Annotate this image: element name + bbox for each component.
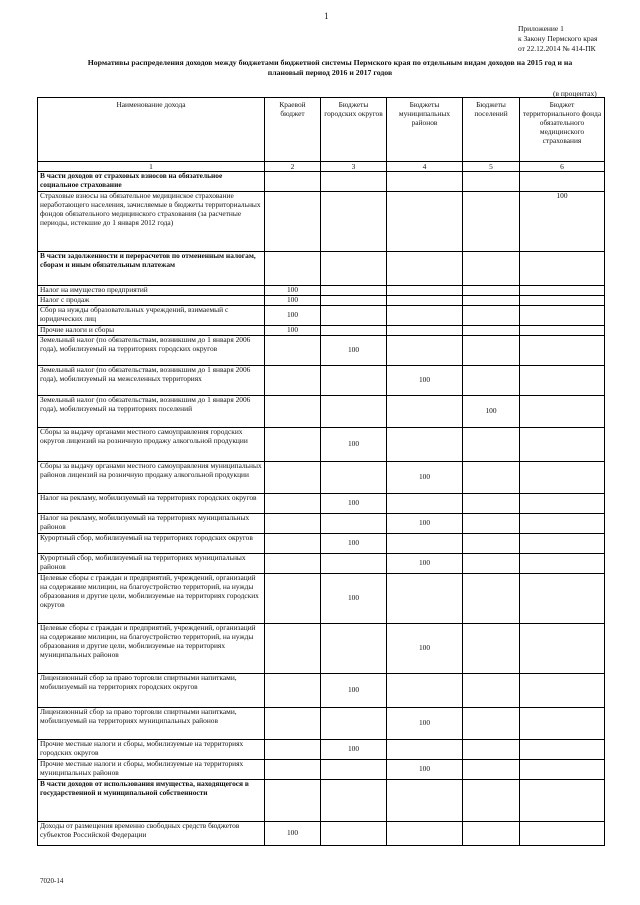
value-cell <box>265 574 321 624</box>
section-title: В части задолженности и перерасчетов по отмененным налогам, сборам и иным обязательным платежам <box>38 252 265 286</box>
value-cell <box>463 192 520 252</box>
revenue-name: Курортный сбор, мобилизуемый на территориях городских округов <box>38 534 265 554</box>
value-cell <box>265 428 321 462</box>
value-cell: 100 <box>387 514 463 534</box>
value-cell <box>463 336 520 366</box>
table-row <box>38 428 605 462</box>
table-row <box>38 740 605 760</box>
revenue-name: Налог на рекламу, мобилизуемый на территориях городских округов <box>38 494 265 514</box>
value-cell <box>463 554 520 574</box>
value-cell <box>387 326 463 336</box>
value-cell <box>520 252 605 286</box>
revenue-name: Прочие налоги и сборы <box>38 326 265 336</box>
value-cell <box>321 822 387 846</box>
revenue-name: Сборы за выдачу органами местного самоуправления городских округов лицензий на розничную продажу алкогольной продукции <box>38 428 265 462</box>
value-cell <box>520 674 605 708</box>
value-cell <box>387 306 463 326</box>
value-cell <box>265 554 321 574</box>
value-cell <box>520 514 605 534</box>
revenue-distribution-table <box>37 97 605 846</box>
column-number: 3 <box>321 162 387 172</box>
revenue-name: Прочие местные налоги и сборы, мобилизуемые на территориях муниципальных районов <box>38 760 265 780</box>
value-cell <box>321 252 387 286</box>
column-number: 5 <box>463 162 520 172</box>
value-cell <box>265 514 321 534</box>
table-row <box>38 286 605 296</box>
revenue-name: Земельный налог (по обязательствам, возникшим до 1 января 2006 года), мобилизуемый на территориях городских округов <box>38 336 265 366</box>
value-cell <box>463 252 520 286</box>
value-cell <box>321 462 387 494</box>
revenue-name: Целевые сборы с граждан и предприятий, учреждений, организаций на содержание милиции, на благоустройство территорий, на нужды образования и другие цели, мобилизуемые на территориях муниципальных районов <box>38 624 265 674</box>
value-cell <box>463 514 520 534</box>
value-cell: 100 <box>387 462 463 494</box>
value-cell <box>520 624 605 674</box>
value-cell <box>265 674 321 708</box>
value-cell <box>387 534 463 554</box>
value-cell <box>265 192 321 252</box>
value-cell <box>387 780 463 822</box>
table-row <box>38 396 605 428</box>
value-cell <box>265 396 321 428</box>
value-cell <box>520 296 605 306</box>
value-cell <box>265 624 321 674</box>
section-title: В части доходов от использования имущества, находящегося в государственной и муниципальной собственности <box>38 780 265 822</box>
value-cell <box>463 760 520 780</box>
value-cell <box>265 336 321 366</box>
column-header: Бюджеты муниципальных районов <box>387 98 463 162</box>
value-cell: 100 <box>265 822 321 846</box>
value-cell: 100 <box>321 494 387 514</box>
value-cell <box>387 494 463 514</box>
revenue-name: Целевые сборы с граждан и предприятий, учреждений, организаций на содержание милиции, на благоустройство территорий, на нужды образования и другие цели, мобилизуемые на территориях городских округов <box>38 574 265 624</box>
value-cell <box>520 760 605 780</box>
revenue-name: Прочие местные налоги и сборы, мобилизуемые на территориях городских округов <box>38 740 265 760</box>
value-cell <box>463 172 520 192</box>
table-row <box>38 192 605 252</box>
table-row <box>38 462 605 494</box>
value-cell <box>520 574 605 624</box>
revenue-name: Курортный сбор, мобилизуемый на территориях муниципальных районов <box>38 554 265 574</box>
value-cell <box>387 674 463 708</box>
column-number: 2 <box>265 162 321 172</box>
value-cell <box>520 494 605 514</box>
table-row <box>38 554 605 574</box>
column-number: 1 <box>38 162 265 172</box>
appendix-block <box>518 24 597 54</box>
footer-code: 7020-14 <box>40 877 64 885</box>
table-row <box>38 336 605 366</box>
value-cell <box>321 396 387 428</box>
revenue-name: Доходы от размещения временно свободных средств бюджетов субъектов Российской Федерации <box>38 822 265 846</box>
revenue-name: Лицензионный сбор за право торговли спиртными напитками, мобилизуемый на территориях муниципальных районов <box>38 708 265 740</box>
value-cell: 100 <box>265 326 321 336</box>
value-cell <box>321 780 387 822</box>
value-cell <box>321 296 387 306</box>
value-cell <box>520 554 605 574</box>
table-body <box>38 172 605 846</box>
value-cell <box>387 428 463 462</box>
value-cell <box>265 534 321 554</box>
value-cell <box>265 780 321 822</box>
value-cell <box>463 534 520 554</box>
revenue-name: Налог на рекламу, мобилизуемый на территориях муниципальных районов <box>38 514 265 534</box>
value-cell <box>463 822 520 846</box>
column-header: Краевой бюджет <box>265 98 321 162</box>
column-header: Наименование дохода <box>38 98 265 162</box>
value-cell <box>387 286 463 296</box>
value-cell <box>321 760 387 780</box>
value-cell <box>463 708 520 740</box>
value-cell: 100 <box>321 674 387 708</box>
value-cell <box>265 172 321 192</box>
value-cell <box>265 494 321 514</box>
value-cell <box>321 326 387 336</box>
value-cell <box>321 286 387 296</box>
section-row <box>38 780 605 822</box>
value-cell <box>463 296 520 306</box>
table-row <box>38 296 605 306</box>
value-cell <box>321 514 387 534</box>
value-cell <box>265 252 321 286</box>
value-cell <box>520 336 605 366</box>
table-row <box>38 534 605 554</box>
value-cell <box>321 708 387 740</box>
value-cell <box>387 822 463 846</box>
value-cell <box>387 192 463 252</box>
value-cell <box>520 780 605 822</box>
value-cell: 100 <box>321 428 387 462</box>
value-cell <box>463 286 520 296</box>
value-cell <box>265 740 321 760</box>
value-cell <box>463 780 520 822</box>
value-cell: 100 <box>321 336 387 366</box>
value-cell <box>520 396 605 428</box>
value-cell <box>463 428 520 462</box>
value-cell <box>520 462 605 494</box>
column-number: 6 <box>520 162 605 172</box>
value-cell: 100 <box>387 760 463 780</box>
value-cell <box>321 554 387 574</box>
value-cell <box>520 822 605 846</box>
table-row <box>38 674 605 708</box>
value-cell <box>387 574 463 624</box>
value-cell: 100 <box>265 286 321 296</box>
value-cell <box>321 172 387 192</box>
revenue-name: Земельный налог (по обязательствам, возникшим до 1 января 2006 года), мобилизуемый на территориях поселений <box>38 396 265 428</box>
section-row <box>38 252 605 286</box>
value-cell <box>520 708 605 740</box>
value-cell <box>520 366 605 396</box>
value-cell <box>463 740 520 760</box>
revenue-name: Лицензионный сбор за право торговли спиртными напитками, мобилизуемый на территориях городских округов <box>38 674 265 708</box>
page-number: 1 <box>324 11 329 21</box>
table-row <box>38 708 605 740</box>
value-cell: 100 <box>321 574 387 624</box>
value-cell <box>520 326 605 336</box>
revenue-name: Страховые взносы на обязательное медицинское страхование неработающего населения, зачисляемые в бюджеты территориальных фондов обязательного медицинского страхования (за расчетные периоды, истекшие до 1 января 2012 года) <box>38 192 265 252</box>
appendix-line: Приложение 1 <box>518 24 564 33</box>
value-cell: 100 <box>387 624 463 674</box>
value-cell <box>265 760 321 780</box>
value-cell <box>463 494 520 514</box>
table-row <box>38 326 605 336</box>
revenue-name: Сборы за выдачу органами местного самоуправления муниципальных районов лицензий на розничную продажу алкогольной продукции <box>38 462 265 494</box>
document-title: Нормативы распределения доходов между бюджетами бюджетной системы Пермского края по отдельным видам доходов на 2015 год и на плановый период 2016 и 2017 годов <box>87 58 573 77</box>
value-cell: 100 <box>265 296 321 306</box>
section-title: В части доходов от страховых взносов на обязательное социальное страхование <box>38 172 265 192</box>
column-header: Бюджеты городских округов <box>321 98 387 162</box>
column-number: 4 <box>387 162 463 172</box>
table-row <box>38 306 605 326</box>
value-cell <box>463 366 520 396</box>
table-row <box>38 760 605 780</box>
value-cell <box>463 306 520 326</box>
value-cell: 100 <box>321 534 387 554</box>
value-cell <box>387 296 463 306</box>
value-cell <box>387 396 463 428</box>
value-cell <box>463 674 520 708</box>
units-note: (в процентах) <box>553 89 597 98</box>
value-cell: 100 <box>387 366 463 396</box>
value-cell: 100 <box>463 396 520 428</box>
revenue-name: Налог с продаж <box>38 296 265 306</box>
value-cell <box>520 172 605 192</box>
appendix-line: к Закону Пермского края <box>518 34 598 43</box>
value-cell <box>520 740 605 760</box>
table-row <box>38 822 605 846</box>
value-cell <box>520 286 605 296</box>
revenue-name: Сбор на нужды образовательных учреждений, взимаемый с юридических лиц <box>38 306 265 326</box>
table-row <box>38 624 605 674</box>
column-header: Бюджет территориального фонда обязательного медицинского страхования <box>520 98 605 162</box>
value-cell <box>321 306 387 326</box>
value-cell: 100 <box>387 554 463 574</box>
revenue-name: Земельный налог (по обязательствам, возникшим до 1 января 2006 года), мобилизуемый на межселенных территориях <box>38 366 265 396</box>
value-cell <box>463 326 520 336</box>
value-cell <box>321 366 387 396</box>
value-cell <box>321 192 387 252</box>
value-cell: 100 <box>265 306 321 326</box>
value-cell <box>520 306 605 326</box>
value-cell <box>265 462 321 494</box>
value-cell <box>387 336 463 366</box>
value-cell: 100 <box>520 192 605 252</box>
value-cell <box>387 172 463 192</box>
value-cell <box>387 740 463 760</box>
section-row <box>38 172 605 192</box>
value-cell: 100 <box>387 708 463 740</box>
table-row <box>38 494 605 514</box>
value-cell <box>463 462 520 494</box>
value-cell <box>520 428 605 462</box>
table-row <box>38 366 605 396</box>
value-cell <box>463 624 520 674</box>
table-row <box>38 574 605 624</box>
value-cell <box>520 534 605 554</box>
value-cell <box>463 574 520 624</box>
column-header: Бюджеты поселений <box>463 98 520 162</box>
revenue-name: Налог на имущество предприятий <box>38 286 265 296</box>
value-cell <box>265 708 321 740</box>
value-cell <box>321 624 387 674</box>
value-cell <box>387 252 463 286</box>
table-row <box>38 514 605 534</box>
appendix-line: от 22.12.2014 № 414-ПК <box>518 44 596 53</box>
value-cell <box>265 366 321 396</box>
value-cell: 100 <box>321 740 387 760</box>
